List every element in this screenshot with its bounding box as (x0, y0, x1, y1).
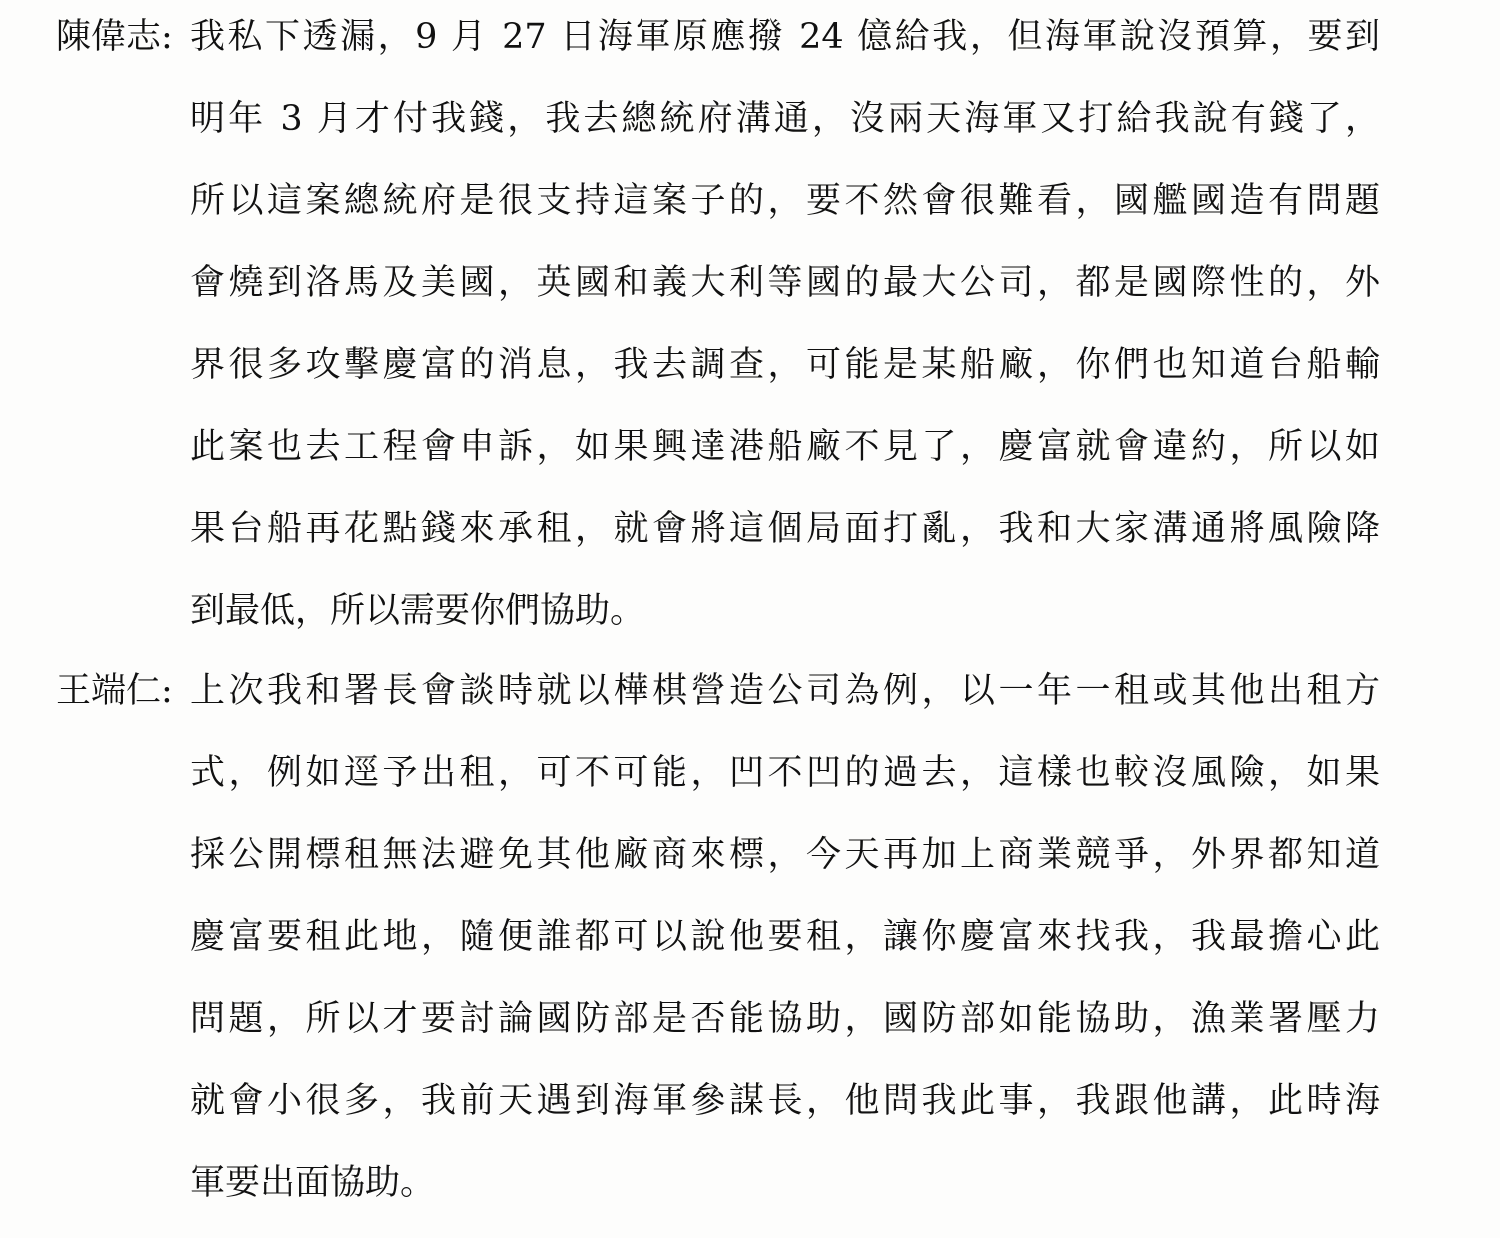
statement-line: 果台船再花點錢來承租，就會將這個局面打亂，我和大家溝通將風險降 (190, 509, 1380, 549)
statement-line: 問題，所以才要討論國防部是否能協助，國防部如能協助，漁業署壓力 (190, 999, 1380, 1039)
statement-line: 會燒到洛馬及美國，英國和義大利等國的最大公司，都是國際性的，外 (190, 263, 1380, 303)
speaker-name: 王端仁: (56, 671, 173, 711)
statement-line: 軍要出面協助。 (190, 1163, 436, 1203)
speaker-name: 陳偉志: (56, 17, 173, 57)
statement-line: 我私下透漏，9 月 27 日海軍原應撥 24 億給我，但海軍說沒預算，要到 (190, 17, 1380, 57)
statement-line: 就會小很多，我前天遇到海軍參謀長，他問我此事，我跟他講，此時海 (190, 1081, 1380, 1121)
statement-line: 所以這案總統府是很支持這案子的，要不然會很難看，國艦國造有問題 (190, 181, 1380, 221)
statement-line: 慶富要租此地，隨便誰都可以說他要租，讓你慶富來找我，我最擔心此 (190, 917, 1380, 957)
statement-line: 採公開標租無法避免其他廠商來標，今天再加上商業競爭，外界都知道 (190, 835, 1380, 875)
statement-line: 上次我和署長會談時就以樺棋營造公司為例，以一年一租或其他出租方 (190, 671, 1380, 711)
statement-line: 式，例如逕予出租，可不可能，凹不凹的過去，這樣也較沒風險，如果 (190, 753, 1380, 793)
statement-line: 此案也去工程會申訴，如果興達港船廠不見了，慶富就會違約，所以如 (190, 427, 1380, 467)
statement-line: 界很多攻擊慶富的消息，我去調查，可能是某船廠，你們也知道台船輸 (190, 345, 1380, 385)
statement-line: 到最低，所以需要你們協助。 (190, 591, 646, 631)
statement-line: 明年 3 月才付我錢，我去總統府溝通，沒兩天海軍又打給我說有錢了， (190, 99, 1380, 139)
